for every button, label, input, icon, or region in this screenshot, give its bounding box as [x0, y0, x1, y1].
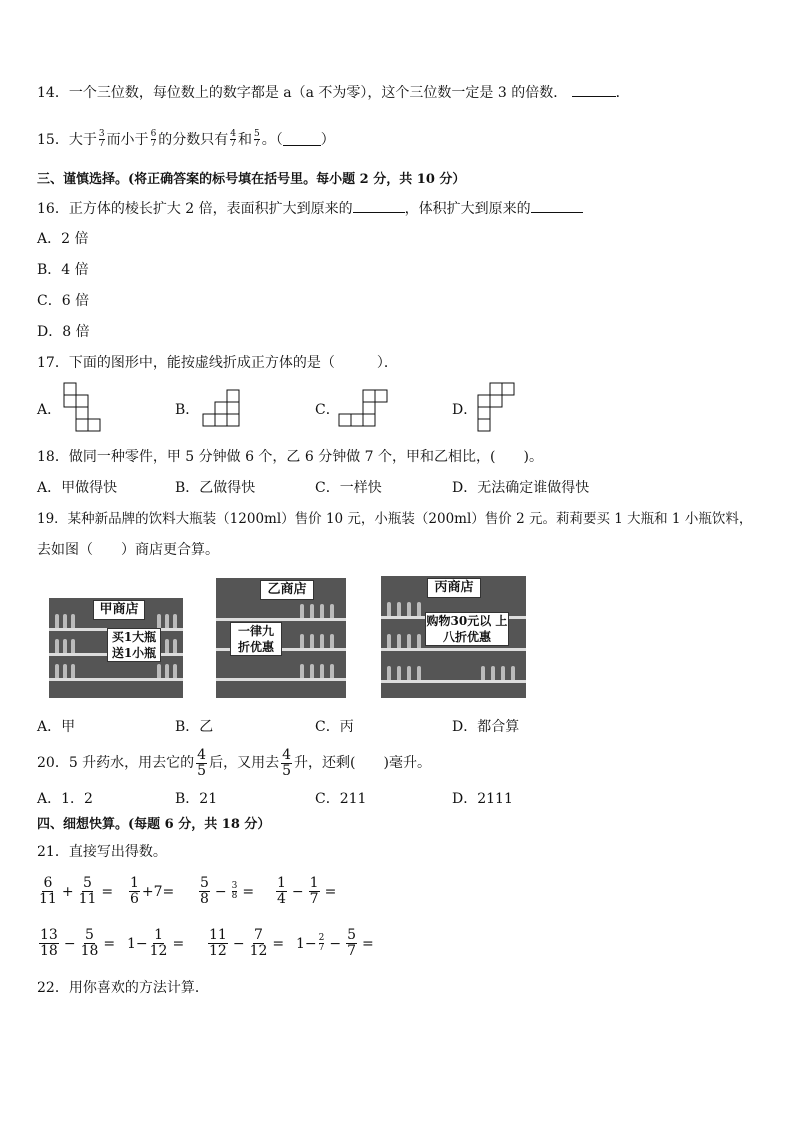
option: B．21 [175, 791, 218, 807]
option-label: A． [37, 402, 62, 418]
expression: $\frac{1}{6}$ +7= [130, 875, 175, 907]
question-16: 16．正方体的棱长扩大 2 倍，表面积扩大到原来的 ，体积扩大到原来的 [37, 200, 583, 218]
option: B．4 倍 [37, 262, 89, 278]
fraction: $\frac{4}{5}$ [282, 746, 292, 779]
question-20: 20．5 升药水，用去它的 $\frac{4}{5}$ 后，又用去 $\frac{4}{5}$ 升，还剩( )毫升。 [37, 746, 431, 779]
option-label: D． [452, 402, 478, 418]
question-19-line-1: 19．某种新品牌的饮料大瓶装（1200ml）售价 10 元，小瓶装（200ml）售价 2 元。莉莉要买 1 大瓶和 1 小瓶饮料， [37, 511, 753, 527]
option: D．2111 [452, 791, 513, 807]
answer-blank [531, 200, 583, 213]
shop-sign: 购物30元以 上八折优惠 [426, 614, 508, 644]
option-label: C． [315, 402, 340, 418]
fraction: $\frac{6}{7}$ [150, 129, 157, 149]
question-14: 14．一个三位数，每位数上的数字都是 a（a 不为零），这个三位数一定是 3 的倍数． ． [37, 85, 630, 101]
question-14-text: 14．一个三位数，每位数上的数字都是 a（a 不为零），这个三位数一定是 3 的倍数． [37, 85, 568, 101]
question-21-title: 21．直接写出得数。 [37, 844, 167, 860]
option: C．211 [315, 791, 367, 807]
option: D．都合算 [452, 719, 520, 735]
expression: $\frac{13}{18}$ − $\frac{5}{18}$ = [40, 927, 116, 959]
answer-blank [353, 200, 405, 213]
expression: $\frac{11}{12}$ − $\frac{7}{12}$ = [209, 927, 285, 959]
option: A．甲做得快 [37, 480, 118, 496]
option: C．一样快 [315, 480, 382, 496]
answer-blank [572, 84, 616, 97]
question-15: 15．大于 $\frac{3}{7}$ 而小于 $\frac{6}{7}$ 的分数只有 $\frac{4}{7}$ 和 $\frac{5}{7}$ 。（ ） [37, 129, 335, 149]
option: A．甲 [37, 719, 76, 735]
shop-sign: 一律九 折优惠 [230, 622, 282, 656]
fraction: $\frac{3}{7}$ [98, 129, 105, 149]
shop-title: 甲商店 [93, 600, 145, 620]
question-22: 22．用你喜欢的方法计算． [37, 980, 209, 996]
cube-net-a [62, 381, 102, 436]
option-label: B． [175, 402, 200, 418]
shop-photo-bing [381, 576, 526, 698]
cube-net-c [337, 388, 389, 430]
shop-sign: 买1大瓶 送1小瓶 [107, 628, 161, 662]
shop-photo-yi [216, 578, 346, 698]
expression: 1− $\frac{1}{12}$ = [127, 927, 185, 959]
option: A．1．2 [37, 791, 93, 807]
question-19-line-2: 去如图（ ）商店更合算。 [37, 542, 219, 558]
fraction: $\frac{5}{7}$ [254, 129, 260, 149]
fraction: $\frac{4}{7}$ [230, 129, 237, 149]
shop-title: 乙商店 [260, 580, 314, 600]
shop-photo-jia [49, 598, 183, 698]
shop-title: 丙商店 [427, 578, 481, 598]
expression: $\frac{6}{11}$ + $\frac{5}{11}$ = [39, 875, 114, 907]
answer-blank [283, 133, 321, 146]
section-heading-4: 四、细想快算。(每题 6 分，共 18 分） [37, 817, 271, 832]
fraction: $\frac{4}{5}$ [197, 746, 207, 779]
option: B．乙 [175, 719, 214, 735]
expression: $\frac{5}{8}$ − $\frac{3}{8}$ = [200, 875, 255, 907]
expression: $\frac{1}{4}$ − $\frac{1}{7}$ = [277, 875, 337, 907]
option: C．6 倍 [37, 293, 90, 309]
cube-net-d [476, 381, 520, 436]
question-18: 18．做同一种零件，甲 5 分钟做 6 个，乙 6 分钟做 7 个，甲和乙相比，( )。 [37, 449, 543, 465]
cube-net-b [201, 388, 243, 430]
option: D．8 倍 [37, 324, 90, 340]
option: C．丙 [315, 719, 354, 735]
option: B．乙做得快 [175, 480, 256, 496]
question-17: 17．下面的图形中，能按虚线折成正方体的是（ ）． [37, 355, 398, 371]
expression: 1− $\frac{2}{7}$ − $\frac{5}{7}$ = [296, 927, 374, 959]
option: D．无法确定谁做得快 [452, 480, 590, 496]
option: A．2 倍 [37, 231, 89, 247]
section-heading-3: 三、谨慎选择。(将正确答案的标号填在括号里。每小题 2 分，共 10 分） [37, 172, 466, 187]
